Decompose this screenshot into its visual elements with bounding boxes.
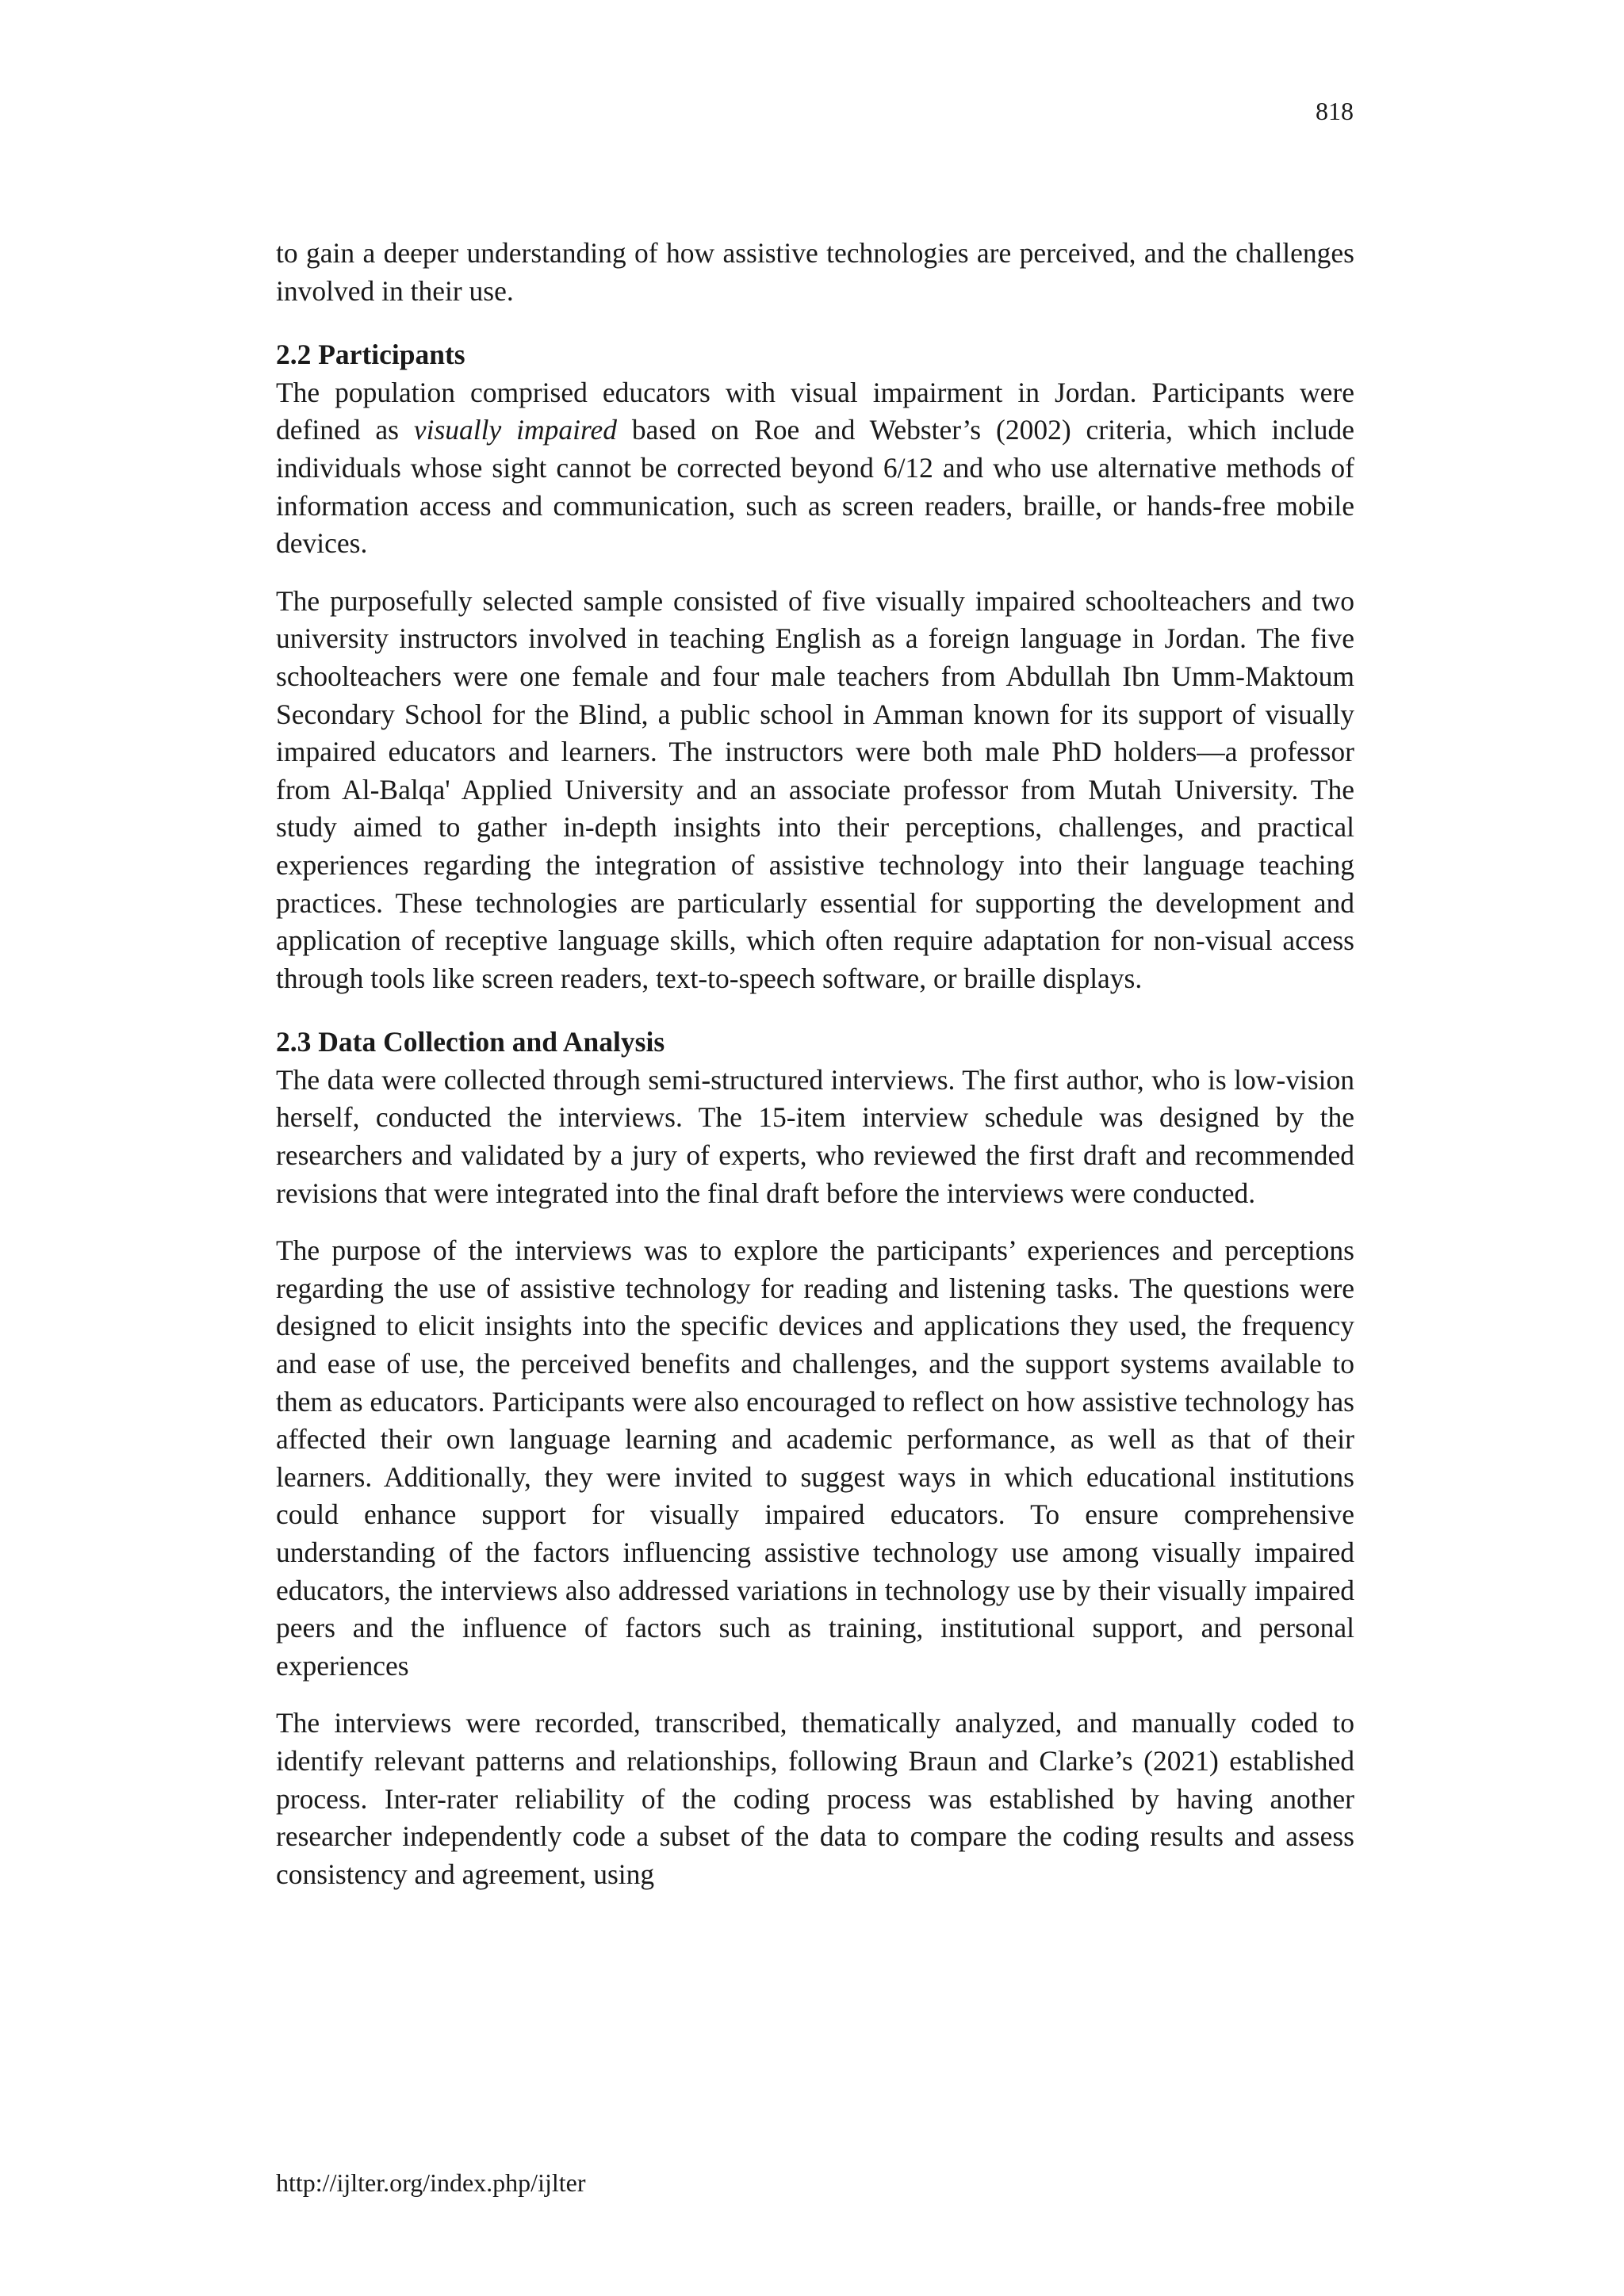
section-heading-data-collection: 2.3 Data Collection and Analysis — [276, 1026, 665, 1058]
section-participants — [276, 336, 1354, 997]
data-collection-paragraph-1: The data were collected through semi-structured interviews. The first author, who is low-vision herself, conducted the interviews. The 15-item interview schedule was designed by the researchers and validated by a jury of experts, who reviewed the first draft and recommended revisions that were integrated into the final draft before the interviews were conducted. — [276, 1063, 1354, 1209]
participants-p1-emphasis: visually impaired — [413, 414, 618, 446]
page-number: 818 — [1316, 97, 1354, 125]
data-collection-paragraph-3: The interviews were recorded, transcribed, thematically analyzed, and manually coded to identify relevant patterns and relationships, following Braun and Clarke’s (2021) established process. Inter-rater reliability of the coding process was established by having another researcher independently code a subset of the data to compare the coding results and assess consistency and agreement, using — [276, 1707, 1354, 1890]
body-text — [276, 235, 1354, 1893]
participants-p1-before: The population comprised educators with visual impairment in Jordan. Participants were defined as — [276, 376, 1354, 446]
participants-p1-after: based on Roe and Webster’s (2002) criteria, which include individuals whose sight cannot be corrected beyond 6/12 and who use alternative methods of information access and communication, such as screen readers, braille, or hands-free mobile devices. — [276, 414, 1354, 560]
section-data-collection — [276, 1024, 1354, 1893]
data-collection-paragraph-2: The purpose of the interviews was to explore the participants’ experiences and perceptions regarding the use of assistive technology for reading and listening tasks. The questions were designed to elicit insights into the specific devices and applications they used, the frequency and ease of use, the perceived benefits and challenges, and the support systems available to them as educators. Participants were also encouraged to reflect on how assistive technology has affected their own language learning and academic performance, as well as that of their learners. Additionally, they were invited to suggest ways in which educational institutions could enhance support for visually impaired educators. To ensure comprehensive understanding of the factors influencing assistive technology use among visually impaired educators, the interviews also addressed variations in technology use by their visually impaired peers and the influence of factors such as training, institutional support, and personal experiences — [276, 1234, 1354, 1682]
section-heading-participants: 2.2 Participants — [276, 339, 465, 371]
intro-paragraph: to gain a deeper understanding of how assistive technologies are perceived, and the challenges involved in their use. — [276, 237, 1354, 307]
participants-paragraph-2: The purposefully selected sample consisted of five visually impaired schoolteachers and two university instructors involved in teaching English as a foreign language in Jordan. The five schoolteachers were one female and four male teachers from Abdullah Ibn Umm-Maktoum Secondary School for the Blind, a public school in Amman known for its support of visually impaired educators and learners. The instructors were both male PhD holders—a professor from Al-Balqa' Applied University and an associate professor from Mutah University. The study aimed to gather in-depth insights into their perceptions, challenges, and practical experiences regarding the integration of assistive technology into their language teaching practices. These technologies are particularly essential for supporting the development and application of receptive language skills, which often require adaptation for non-visual access through tools like screen readers, text-to-speech software, or braille displays. — [276, 584, 1354, 994]
footer-url: http://ijlter.org/index.php/ijlter — [276, 2168, 586, 2197]
participants-paragraph-1 — [276, 374, 1354, 563]
